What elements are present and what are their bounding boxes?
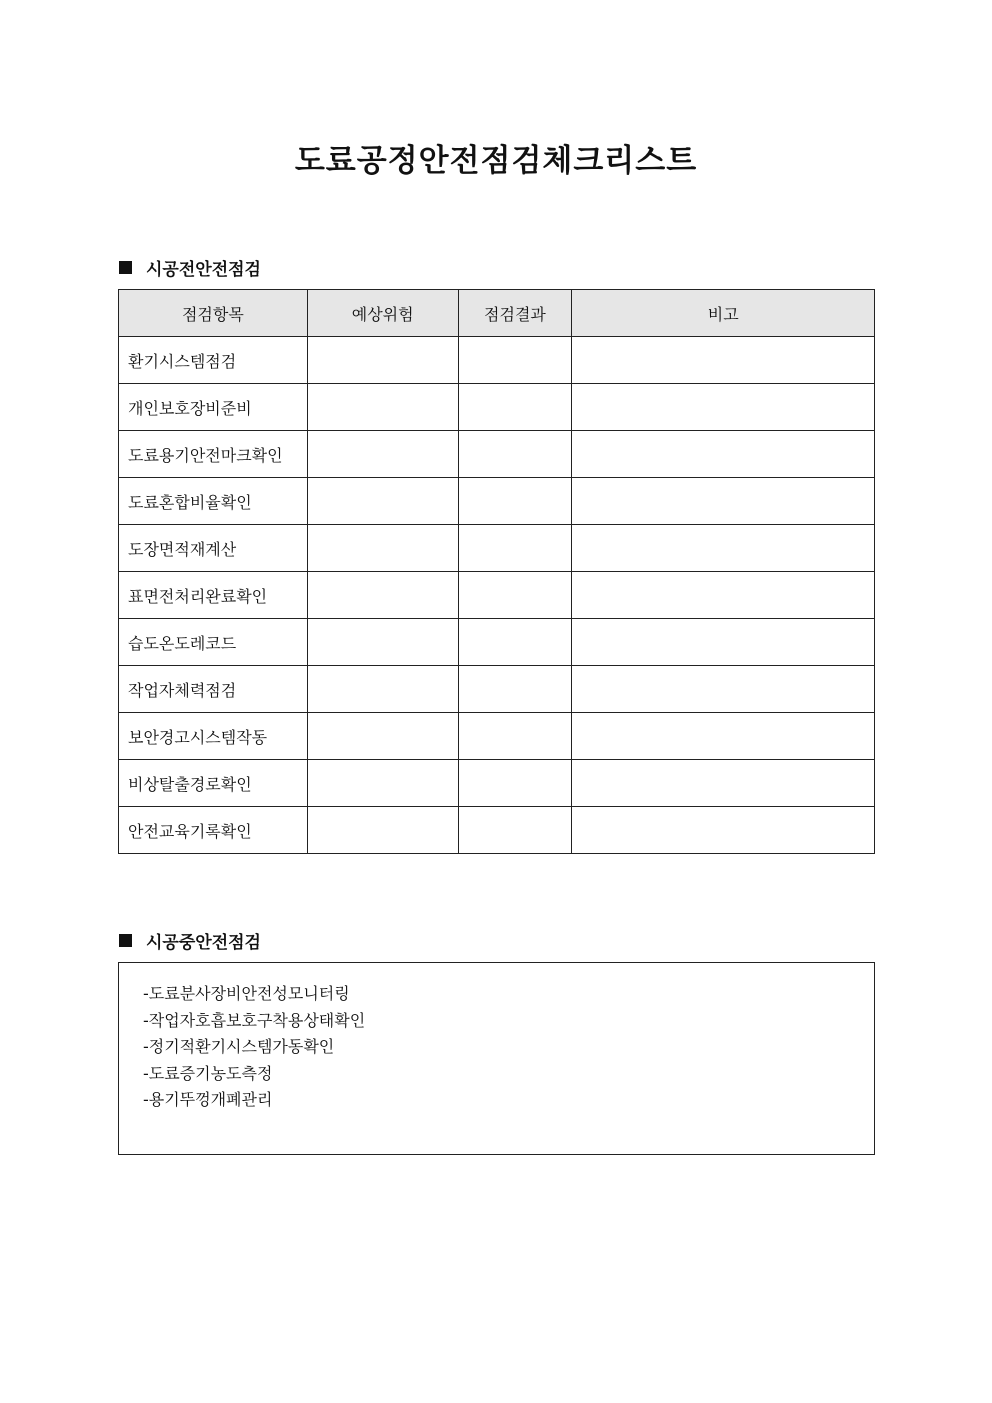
list-item: -작업자호흡보호구착용상태확인 [143, 1010, 366, 1030]
remarks-cell[interactable] [572, 619, 875, 666]
remarks-cell[interactable] [572, 713, 875, 760]
list-item: -도료증기농도측정 [143, 1063, 273, 1083]
expected-risk-cell[interactable] [307, 525, 458, 572]
remarks-cell[interactable] [572, 525, 875, 572]
column-header-inspection-item: 점검항목 [119, 290, 308, 337]
inspection-item-cell: 환기시스템점검 [119, 337, 308, 384]
section-heading-pre-construction [119, 255, 261, 280]
inspection-item-cell: 도료혼합비율확인 [119, 478, 308, 525]
inspection-result-cell[interactable] [458, 619, 572, 666]
remarks-cell[interactable] [572, 807, 875, 854]
table-row [119, 572, 875, 619]
column-header-remarks: 비고 [572, 290, 875, 337]
table-header-row [119, 290, 875, 337]
table-row [119, 760, 875, 807]
section-heading-label: 시공전안전점검 [146, 260, 261, 280]
remarks-cell[interactable] [572, 478, 875, 525]
inspection-result-cell[interactable] [458, 713, 572, 760]
inspection-item-cell: 비상탈출경로확인 [119, 760, 308, 807]
inspection-item-cell: 개인보호장비준비 [119, 384, 308, 431]
table-row [119, 713, 875, 760]
expected-risk-cell[interactable] [307, 384, 458, 431]
during-construction-list [119, 963, 874, 1114]
expected-risk-cell[interactable] [307, 337, 458, 384]
remarks-cell[interactable] [572, 337, 875, 384]
table-row [119, 525, 875, 572]
inspection-result-cell[interactable] [458, 478, 572, 525]
table-row [119, 807, 875, 854]
remarks-cell[interactable] [572, 384, 875, 431]
square-bullet-icon [119, 934, 132, 947]
section-heading-during-construction [119, 928, 261, 953]
remarks-cell[interactable] [572, 666, 875, 713]
expected-risk-cell[interactable] [307, 760, 458, 807]
section-heading-label: 시공중안전점검 [146, 933, 261, 953]
expected-risk-cell[interactable] [307, 713, 458, 760]
inspection-result-cell[interactable] [458, 337, 572, 384]
column-header-inspection-result: 점검결과 [458, 290, 572, 337]
expected-risk-cell[interactable] [307, 666, 458, 713]
expected-risk-cell[interactable] [307, 572, 458, 619]
table-row [119, 478, 875, 525]
table-row [119, 384, 875, 431]
inspection-item-cell: 보안경고시스템작동 [119, 713, 308, 760]
inspection-item-cell: 안전교육기록확인 [119, 807, 308, 854]
list-item: -용기뚜껑개폐관리 [143, 1090, 273, 1109]
inspection-result-cell[interactable] [458, 384, 572, 431]
expected-risk-cell[interactable] [307, 431, 458, 478]
expected-risk-cell[interactable] [307, 478, 458, 525]
remarks-cell[interactable] [572, 431, 875, 478]
inspection-item-cell: 작업자체력점검 [119, 666, 308, 713]
inspection-result-cell[interactable] [458, 666, 572, 713]
list-item: -도료분사장비안전성모니터링 [143, 984, 350, 1003]
inspection-result-cell[interactable] [458, 572, 572, 619]
inspection-item-cell: 도료용기안전마크확인 [119, 431, 308, 478]
inspection-result-cell[interactable] [458, 807, 572, 854]
table-row [119, 431, 875, 478]
remarks-cell[interactable] [572, 572, 875, 619]
inspection-item-cell: 도장면적재계산 [119, 525, 308, 572]
document-title: 도료공정안전점검체크리스트 [294, 143, 698, 179]
list-item: -정기적환기시스템가동확인 [143, 1037, 335, 1056]
table-row [119, 619, 875, 666]
remarks-cell[interactable] [572, 760, 875, 807]
inspection-item-cell: 표면전처리완료확인 [119, 572, 308, 619]
expected-risk-cell[interactable] [307, 807, 458, 854]
table-row [119, 337, 875, 384]
inspection-result-cell[interactable] [458, 525, 572, 572]
column-header-expected-risk: 예상위험 [307, 290, 458, 337]
table-row [119, 666, 875, 713]
inspection-result-cell[interactable] [458, 760, 572, 807]
inspection-item-cell: 습도온도레코드 [119, 619, 308, 666]
square-bullet-icon [119, 261, 132, 274]
during-construction-checklist-box [118, 962, 875, 1155]
inspection-result-cell[interactable] [458, 431, 572, 478]
expected-risk-cell[interactable] [307, 619, 458, 666]
pre-construction-checklist-table [118, 289, 875, 854]
